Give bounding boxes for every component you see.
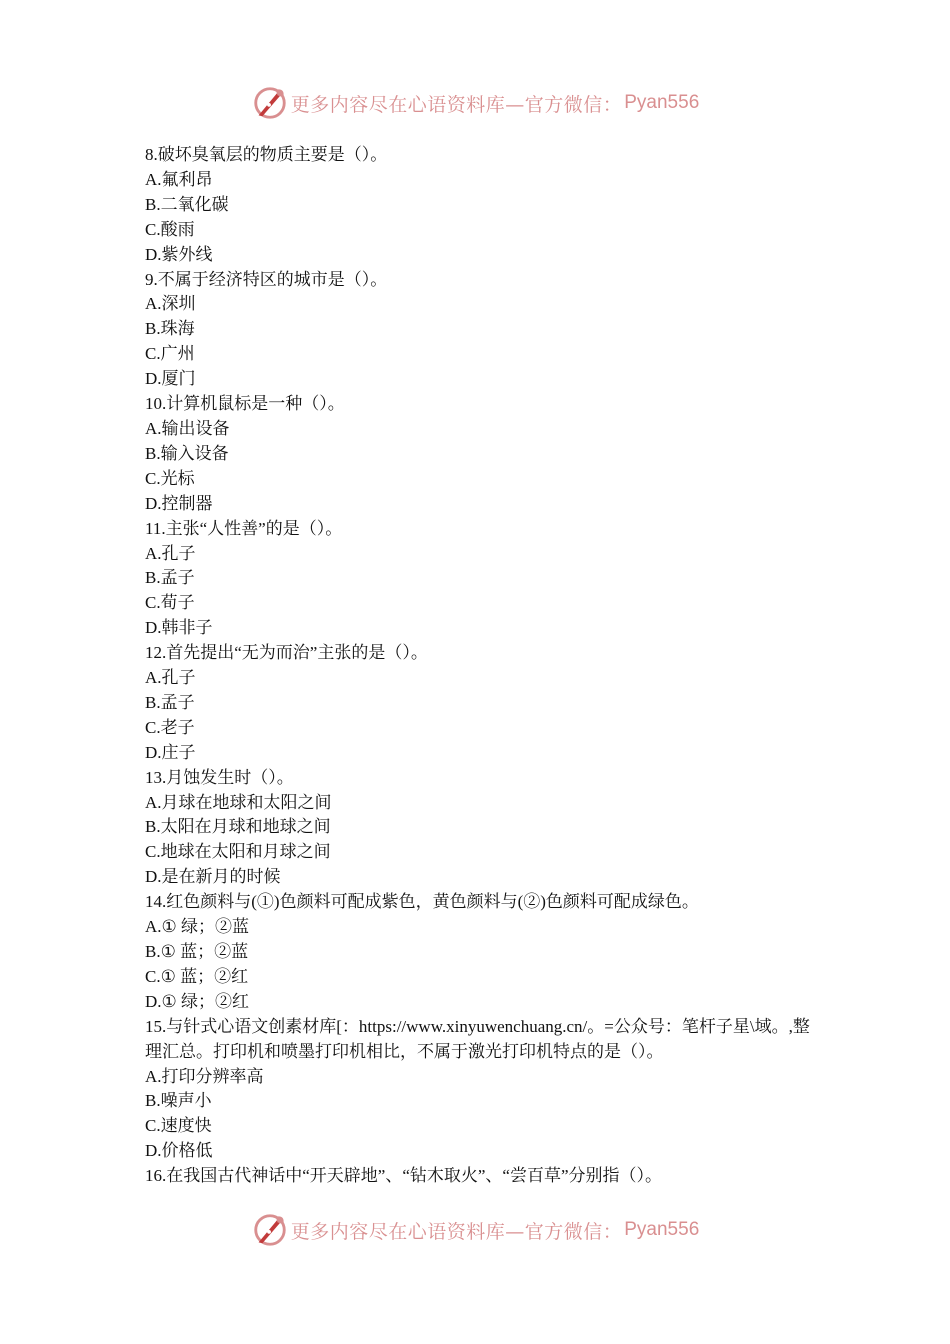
option-line: D.紫外线 [145,244,213,264]
option-line: D.庄子 [145,742,196,762]
option-line: D.是在新月的时候 [145,867,281,887]
option-line: D.价格低 [145,1141,213,1161]
question-line: 16.在我国古代神话中“开天辟地”、“钻木取火”、“尝百草”分别指（）。 [145,1166,663,1186]
option-line: C.光标 [145,468,195,488]
quill-logo-icon [251,1211,289,1249]
banner-text: 更多内容尽在心语资料库—官方微信： [290,93,623,116]
option-line: B.珠海 [145,319,195,339]
question-line: 11.主张“人性善”的是（）。 [145,518,343,538]
question-line: 8.破坏臭氧层的物质主要是（）。 [145,145,388,164]
option-line: A.① 绿；②蓝 [145,917,250,937]
banner-wechat-id: Pyan556 [624,92,700,113]
option-line: C.广州 [145,344,195,364]
question-line: 9.不属于经济特区的城市是（）。 [145,269,388,289]
option-line: D.厦门 [145,369,196,389]
option-line: C.① 蓝；②红 [145,966,249,986]
option-line: D.① 绿；②红 [145,991,250,1011]
question-line: 12.首先提出“无为而治”主张的是（）。 [145,643,428,663]
quill-logo-icon [251,84,289,122]
option-line: B.孟子 [145,568,195,588]
document-body [145,143,825,1189]
option-line: A.孔子 [145,668,196,688]
option-line: B.太阳在月球和地球之间 [145,817,331,837]
option-line: A.月球在地球和太阳之间 [145,792,332,812]
option-line: C.老子 [145,717,195,737]
option-line: C.速度快 [145,1116,212,1136]
option-line: B.孟子 [145,692,195,712]
banner-wechat-id: Pyan556 [624,1219,700,1240]
option-line: D.控制器 [145,493,213,513]
option-line: A.深圳 [145,294,196,314]
option-line: B.噪声小 [145,1091,212,1111]
option-line: A.氟利昂 [145,169,213,189]
option-line: A.输出设备 [145,418,230,438]
option-line: B.① 蓝；②蓝 [145,942,249,961]
question-line: 10.计算机鼠标是一种（）。 [145,394,345,414]
option-line: D.韩非子 [145,618,213,638]
option-line: B.二氧化碳 [145,194,229,214]
option-line: C.地球在太阳和月球之间 [145,842,331,862]
question-line: 13.月蚀发生时（）。 [145,767,294,787]
footer-banner [0,1210,950,1250]
option-line: C.荀子 [145,593,195,613]
question-line: 14.红色颜料与(①)色颜料可配成紫色，黄色颜料与(②)色颜料可配成绿色。 [145,892,699,912]
option-line: C.酸雨 [145,219,195,239]
header-banner [0,83,950,123]
option-line: B.输入设备 [145,443,229,463]
option-line: A.打印分辨率高 [145,1066,264,1086]
banner-text: 更多内容尽在心语资料库—官方微信： [290,1220,623,1243]
option-line: A.孔子 [145,543,196,563]
question-line: 15.与针式心语文创素材库[：https://www.xinyuwenchuang.cn/。=公众号：笔杆子星\域。,整理汇总。打印机和喷墨打印机相比，不属于激光打印机特点的是（）。 [145,1016,810,1061]
